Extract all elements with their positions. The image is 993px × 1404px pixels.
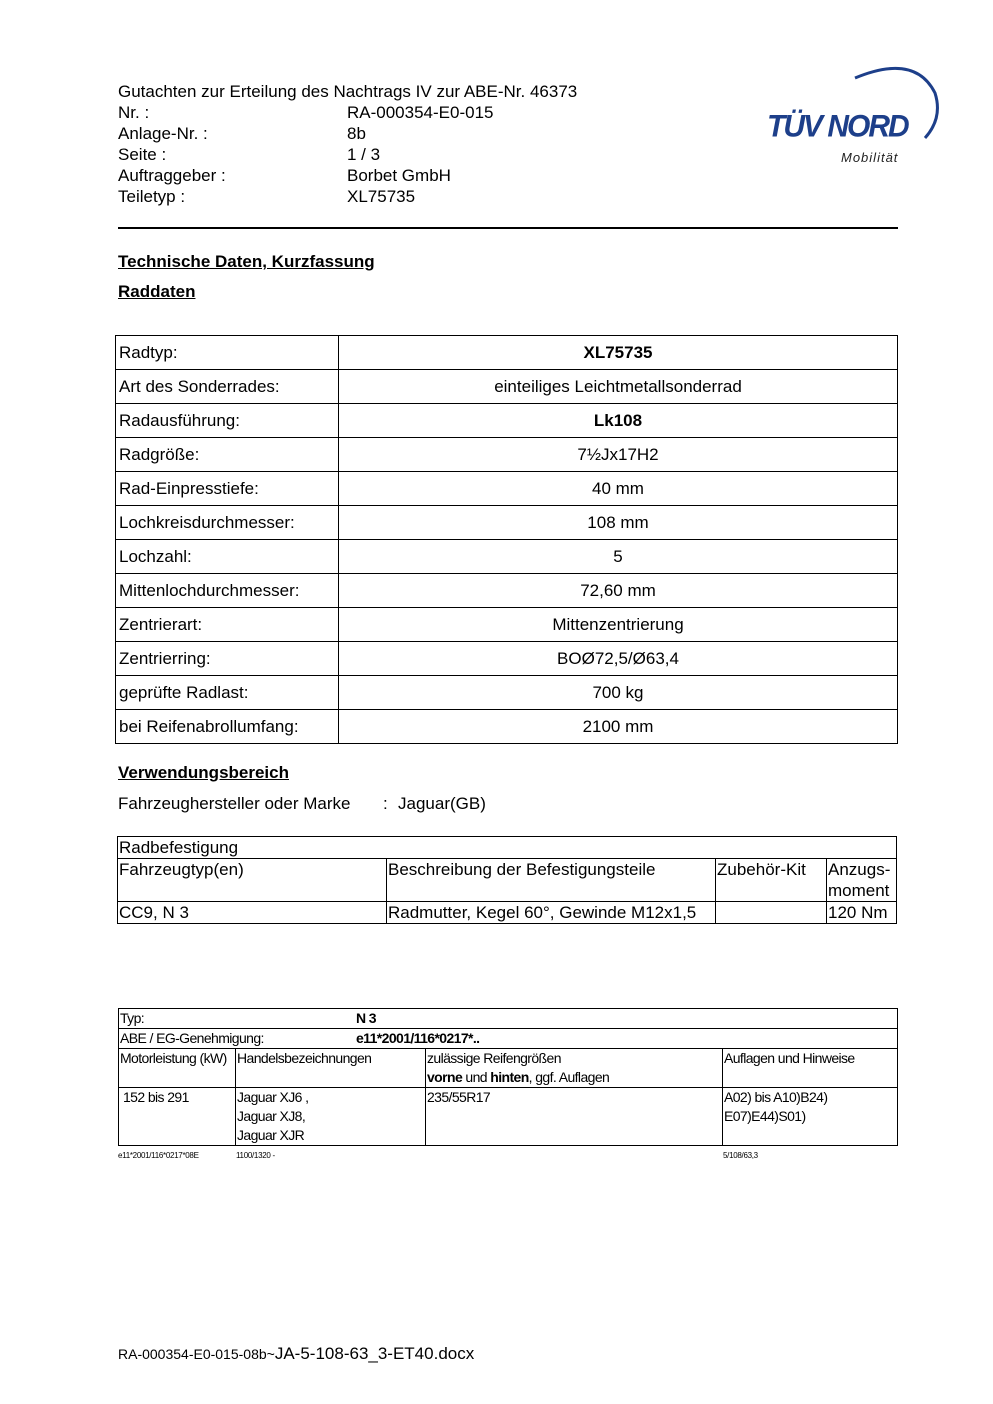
table-row [116,472,898,506]
table-title: Radbefestigung [118,837,897,859]
logo-subtitle: Mobilität [841,150,899,165]
section-heading-verwendung: Verwendungsbereich [118,763,289,782]
footnote-bolt: 5/108/63,3 [723,1151,758,1160]
column-header: Anzugs-moment [827,859,897,902]
table-value: 72,60 mm [339,574,898,608]
reifen-header-hinten: hinten [490,1069,529,1085]
table-label: Radtyp: [116,336,339,370]
table-row [119,1009,898,1029]
footer-prefix: RA-000354-E0-015-08b~ [118,1346,275,1362]
table-value: 2100 mm [339,710,898,744]
header-row [118,144,577,165]
table-label: Rad-Einpresstiefe: [116,472,339,506]
header-row [118,186,577,207]
table-value: 7½Jx17H2 [339,438,898,472]
reifen-header-und: und [462,1069,491,1085]
table-row [118,902,897,924]
auflagen-cell [723,1088,898,1146]
auflagen-item: A02) bis A10)B24) [724,1089,828,1105]
table-row [116,642,898,676]
abe-value: e11*2001/116*0217*.. [356,1030,480,1046]
table-header-row [119,1049,898,1088]
table-label: bei Reifenabrollumfang: [116,710,339,744]
table-value: Lk108 [339,404,898,438]
column-header: Auflagen und Hinweise [723,1049,898,1088]
table-value: 40 mm [339,472,898,506]
table-value: einteiliges Leichtmetallsonderrad [339,370,898,404]
table-row [119,1088,898,1146]
fahrzeug-separator: : [383,794,388,813]
table-value: 5 [339,540,898,574]
reifen-header-line1: zulässige Reifengrößen [427,1050,561,1066]
table-cell: Radmutter, Kegel 60°, Gewinde M12x1,5 [387,902,716,924]
column-header: Beschreibung der Befestigungsteile [387,859,716,902]
table-cell [716,902,827,924]
table-label: Zentrierart: [116,608,339,642]
column-header: Motorleistung (kW) [119,1049,236,1088]
column-header: Zubehör-Kit [716,859,827,902]
header-row [118,123,577,144]
table-row [116,506,898,540]
page-footer [118,1344,474,1364]
table-row [116,608,898,642]
table-cell: CC9, N 3 [118,902,387,924]
header-value: Borbet GmbH [347,166,451,185]
fahrzeughersteller-line [118,794,486,814]
table-label: geprüfte Radlast: [116,676,339,710]
section-heading-raddaten: Raddaten [118,282,196,301]
abe-cell [119,1029,898,1049]
table-row [116,710,898,744]
table-label: Radausführung: [116,404,339,438]
table-value: XL75735 [339,336,898,370]
table-row [116,676,898,710]
table-value: Mittenzentrierung [339,608,898,642]
header-key: Teiletyp : [118,187,186,206]
header-row [118,165,577,186]
header-value: RA-000354-E0-015 [347,103,494,122]
table-cell: 152 bis 291 [119,1088,236,1146]
header-value: 1 / 3 [347,145,381,164]
header-value: XL75735 [347,187,416,206]
table-row [116,336,898,370]
table-value: 700 kg [339,676,898,710]
header-value: 8b [347,124,366,143]
table-label: Radgröße: [116,438,339,472]
table-row [118,837,897,859]
header-key: Nr. : [118,103,150,122]
table-row [116,438,898,472]
reifen-header-rest: , ggf. Auflagen [528,1069,610,1085]
table-header-row [118,859,897,902]
table-label: Art des Sonderrades: [116,370,339,404]
table-label: Lochkreisdurchmesser: [116,506,339,540]
column-header: Handelsbezeichnungen [236,1049,426,1088]
table-label: Lochzahl: [116,540,339,574]
typ-label: Typ: [120,1010,145,1026]
auflagen-item: E07)E44)S01) [724,1108,806,1124]
fahrzeug-value: Jaguar(GB) [398,794,486,813]
table-row [116,370,898,404]
abe-label: ABE / EG-Genehmigung: [120,1030,264,1046]
document-title: Gutachten zur Erteilung des Nachtrags IV zur ABE-Nr. 46373 [118,82,578,101]
header-key: Seite : [118,145,167,164]
footnote-approval: e11*2001/116*0217*08E [118,1151,199,1160]
header-row [118,102,577,123]
table-row [116,404,898,438]
header-key: Anlage-Nr. : [118,124,208,143]
document-header [118,81,577,207]
column-header: Fahrzeugtyp(en) [118,859,387,902]
handel-item: Jaguar XJR [237,1127,305,1143]
handel-item: Jaguar XJ8, [237,1108,306,1124]
table-label: Zentrierring: [116,642,339,676]
tuv-nord-logo [765,58,945,170]
raddaten-table [115,335,898,744]
table-cell: 235/55R17 [426,1088,723,1146]
table-value: BOØ72,5/Ø63,4 [339,642,898,676]
table-label: Mittenlochdurchmesser: [116,574,339,608]
typ-cell [119,1009,898,1029]
handel-cell [236,1088,426,1146]
header-divider [118,227,898,229]
handel-item: Jaguar XJ6 , [237,1089,309,1105]
reifen-header-vorne: vorne [427,1069,463,1085]
radbefestigung-table [117,836,897,924]
table-row [116,540,898,574]
typ-table [118,1008,898,1146]
table-row [119,1029,898,1049]
column-header-reifen [426,1049,723,1088]
table-value: 108 mm [339,506,898,540]
fahrzeug-label: Fahrzeughersteller oder Marke [118,794,351,813]
table-cell: 120 Nm [827,902,897,924]
section-heading-tech: Technische Daten, Kurzfassung [118,252,375,271]
footnote-load: 1100/1320 - [236,1151,275,1160]
typ-value: N 3 [356,1010,376,1026]
logo-brand: TÜV NORD [767,109,908,144]
header-key: Auftraggeber : [118,166,226,185]
table-row [116,574,898,608]
footer-filename: JA-5-108-63_3-ET40.docx [274,1344,475,1363]
